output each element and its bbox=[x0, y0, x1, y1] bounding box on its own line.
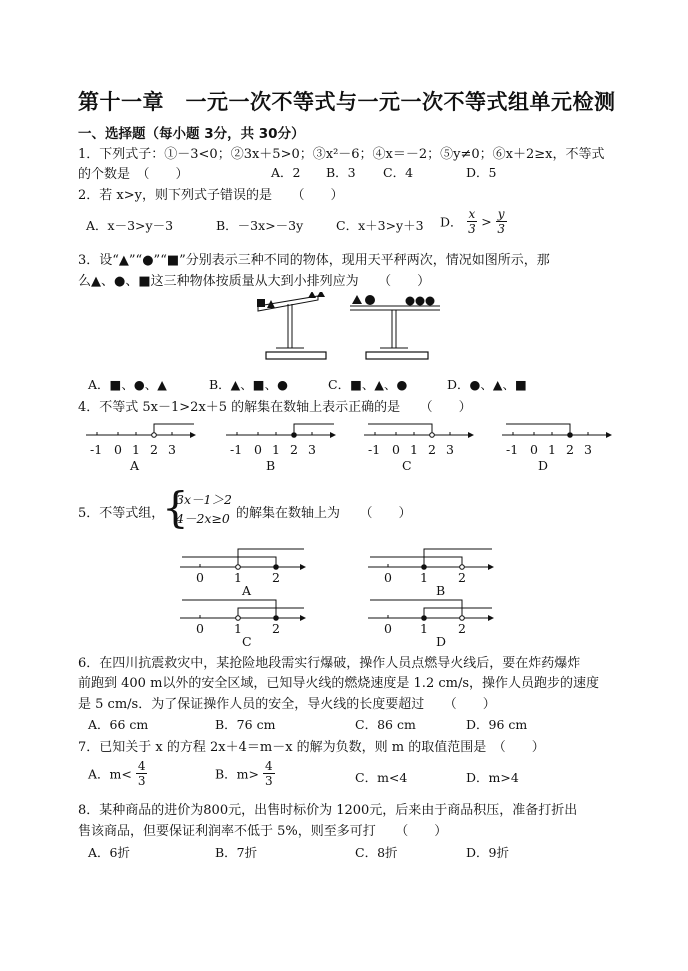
q3-option-d[interactable]: D．●、▲、■ bbox=[447, 377, 527, 392]
q1-line2: 的个数是 （ ） bbox=[78, 167, 189, 182]
q4c-label: C bbox=[402, 458, 412, 473]
number-line-svg bbox=[178, 594, 308, 624]
q7-option-b[interactable] bbox=[215, 759, 275, 788]
balance-scales-figure bbox=[250, 292, 470, 364]
q3-option-c[interactable]: C．■、▲、● bbox=[328, 377, 408, 392]
q5-option-c-numberline[interactable] bbox=[178, 594, 308, 649]
q5b-tick-2: 2 bbox=[458, 570, 466, 585]
q4a-tick-2: 2 bbox=[150, 442, 158, 457]
q4-option-d-numberline[interactable] bbox=[502, 420, 617, 472]
q5-stem-suffix: 的解集在数轴上为 （ ） bbox=[236, 506, 412, 521]
q4c-tick-1: 1 bbox=[410, 442, 418, 457]
q5b-tick-0: 0 bbox=[384, 570, 392, 585]
q5a-label: A bbox=[242, 583, 252, 598]
q2-fraction-right: $\frac{y}{3}$ bbox=[497, 207, 505, 236]
q4d-tick-0: 0 bbox=[530, 442, 538, 457]
q5b-label: B bbox=[436, 583, 446, 598]
q4-stem: 4．不等式 5x－1>2x＋5 的解集在数轴上表示正确的是 （ ） bbox=[78, 400, 472, 415]
q5a-tick-0: 0 bbox=[196, 570, 204, 585]
q1-option-b[interactable]: B．3 bbox=[326, 165, 356, 180]
q5d-tick-0: 0 bbox=[384, 621, 392, 636]
q8-option-a[interactable]: A．6折 bbox=[88, 845, 130, 860]
q4b-tick-0: 0 bbox=[254, 442, 262, 457]
balance-scale-right bbox=[350, 295, 440, 359]
q1-option-c[interactable]: C．4 bbox=[383, 165, 414, 180]
q4c-tick-0: 0 bbox=[392, 442, 400, 457]
q8-line2: 售该商品，但要保证利润率不低于 5%，则至多可打 （ ） bbox=[78, 824, 448, 839]
number-line-svg bbox=[366, 543, 496, 573]
balance-scale-left bbox=[257, 292, 326, 359]
q6-line2: 前跑到 400 m以外的安全区域，已知导火线的燃烧速度是 1.2 cm/s，操作人员跑步的速度 bbox=[78, 676, 600, 691]
q3-line1: 3．设“▲”“●”“■”分别表示三种不同的物体，现用天平秤两次，情况如图所示，那 bbox=[78, 253, 550, 268]
q7-option-b-label: B．m> bbox=[215, 766, 260, 782]
q1-option-a[interactable]: A．2 bbox=[271, 165, 301, 180]
q6-option-c[interactable]: C．86 cm bbox=[355, 717, 416, 732]
q4-option-c-numberline[interactable] bbox=[364, 420, 479, 472]
q4-option-b-numberline[interactable] bbox=[226, 420, 341, 472]
q4a-tick-m1: -1 bbox=[90, 442, 103, 457]
q5d-tick-2: 2 bbox=[458, 621, 466, 636]
q4a-label: A bbox=[130, 458, 140, 473]
q5-system-brace: { bbox=[162, 483, 189, 532]
q7-option-d[interactable]: D．m>4 bbox=[466, 770, 519, 785]
q4b-tick-2: 2 bbox=[290, 442, 298, 457]
q8-option-d[interactable]: D．9折 bbox=[466, 845, 509, 860]
q5a-tick-2: 2 bbox=[272, 570, 280, 585]
q4d-tick-m1: -1 bbox=[506, 442, 519, 457]
q5-option-a-numberline[interactable] bbox=[178, 543, 308, 598]
q4a-tick-3: 3 bbox=[168, 442, 176, 457]
q2-option-b[interactable]: B．－3x>－3y bbox=[216, 218, 304, 233]
q3-option-b[interactable]: B．▲、■、● bbox=[209, 377, 289, 392]
q3-line2: 么▲、●、■这三种物体按质量从大到小排列应为 （ ） bbox=[78, 274, 431, 289]
q8-line1: 8．某种商品的进价为800元，出售时标价为 1200元，后来由于商品积压，准备打折出 bbox=[78, 803, 578, 818]
q7-stem: 7．已知关于 x 的方程 2x＋4＝m－x 的解为负数，则 m 的取值范围是 （ ） bbox=[78, 740, 545, 755]
q7-option-a[interactable] bbox=[88, 759, 147, 788]
q5c-tick-0: 0 bbox=[196, 621, 204, 636]
q2-fraction-left: $\frac{x}{3}$ bbox=[468, 207, 476, 236]
q2-option-d[interactable] bbox=[440, 207, 507, 236]
q5c-tick-1: 1 bbox=[234, 621, 242, 636]
q8-option-c[interactable]: C．8折 bbox=[355, 845, 398, 860]
q7-option-c[interactable]: C．m<4 bbox=[355, 770, 408, 785]
number-line-svg bbox=[502, 420, 617, 450]
q6-option-b[interactable]: B．76 cm bbox=[215, 717, 276, 732]
section-heading: 一、选择题（每小题 3分，共 30分） bbox=[78, 126, 305, 142]
q4d-label: D bbox=[538, 458, 549, 473]
number-line-svg bbox=[226, 420, 341, 450]
number-line-svg bbox=[364, 420, 479, 450]
q6-line1: 6．在四川抗震救灾中，某抢险地段需实行爆破，操作人员点燃导火线后，要在炸药爆炸 bbox=[78, 656, 581, 671]
q8-option-b[interactable]: B．7折 bbox=[215, 845, 258, 860]
q4d-tick-3: 3 bbox=[584, 442, 592, 457]
q7-option-a-fraction: $\frac{4}{3}$ bbox=[137, 759, 146, 788]
q6-option-d[interactable]: D．96 cm bbox=[466, 717, 528, 732]
q6-option-a[interactable]: A．66 cm bbox=[88, 717, 149, 732]
q4c-tick-m1: -1 bbox=[368, 442, 381, 457]
q5-system-line1: 3x－1＞2 bbox=[176, 492, 232, 507]
page-title: 第十一章 一元一次不等式与一元一次不等式组单元检测 bbox=[78, 90, 616, 114]
q5d-tick-1: 1 bbox=[420, 621, 428, 636]
number-line-svg bbox=[86, 420, 196, 450]
q5c-tick-2: 2 bbox=[272, 621, 280, 636]
q3-option-a[interactable]: A．■、●、▲ bbox=[88, 377, 167, 392]
q7-option-b-fraction: $\frac{4}{3}$ bbox=[265, 759, 273, 788]
q4b-tick-3: 3 bbox=[308, 442, 316, 457]
q2-option-a[interactable]: A．x－3>y－3 bbox=[86, 218, 174, 233]
q5c-label: C bbox=[242, 634, 252, 649]
q7-option-a-label: A．m< bbox=[88, 766, 132, 782]
q5-stem-prefix: 5．不等式组， bbox=[78, 506, 165, 521]
q4d-tick-1: 1 bbox=[548, 442, 556, 457]
q5-system-line2: 4－2x≥0 bbox=[176, 511, 230, 526]
q4b-label: B bbox=[266, 458, 276, 473]
q5-option-b-numberline[interactable] bbox=[366, 543, 496, 598]
q5-option-d-numberline[interactable] bbox=[366, 594, 496, 649]
q2-option-d-operator: > bbox=[481, 214, 492, 229]
q6-line3: 是 5 cm/s．为了保证操作人员的安全，导火线的长度要超过 （ ） bbox=[78, 697, 496, 712]
q4b-tick-1: 1 bbox=[272, 442, 280, 457]
q4c-tick-2: 2 bbox=[428, 442, 436, 457]
q4b-tick-m1: -1 bbox=[230, 442, 243, 457]
q4c-tick-3: 3 bbox=[446, 442, 454, 457]
q2-option-c[interactable]: C．x＋3>y＋3 bbox=[336, 218, 424, 233]
q5d-label: D bbox=[436, 634, 447, 649]
number-line-svg bbox=[366, 594, 496, 624]
number-line-svg bbox=[178, 543, 308, 573]
q4d-tick-2: 2 bbox=[566, 442, 574, 457]
q5b-tick-1: 1 bbox=[420, 570, 428, 585]
q2-option-d-label: D． bbox=[440, 214, 463, 230]
q1-line1: 1．下列式子：①－3<0；②3x＋5>0；③x²－6；④x＝－2；⑤y≠0；⑥x＋2≥x，不等式 bbox=[78, 147, 605, 162]
q2-stem: 2．若 x>y，则下列式子错误的是 （ ） bbox=[78, 188, 344, 203]
q4a-tick-1: 1 bbox=[132, 442, 140, 457]
q4a-tick-0: 0 bbox=[114, 442, 122, 457]
q1-option-d[interactable]: D．5 bbox=[466, 165, 497, 180]
q4-option-a-numberline[interactable] bbox=[86, 420, 196, 472]
q5a-tick-1: 1 bbox=[234, 570, 242, 585]
